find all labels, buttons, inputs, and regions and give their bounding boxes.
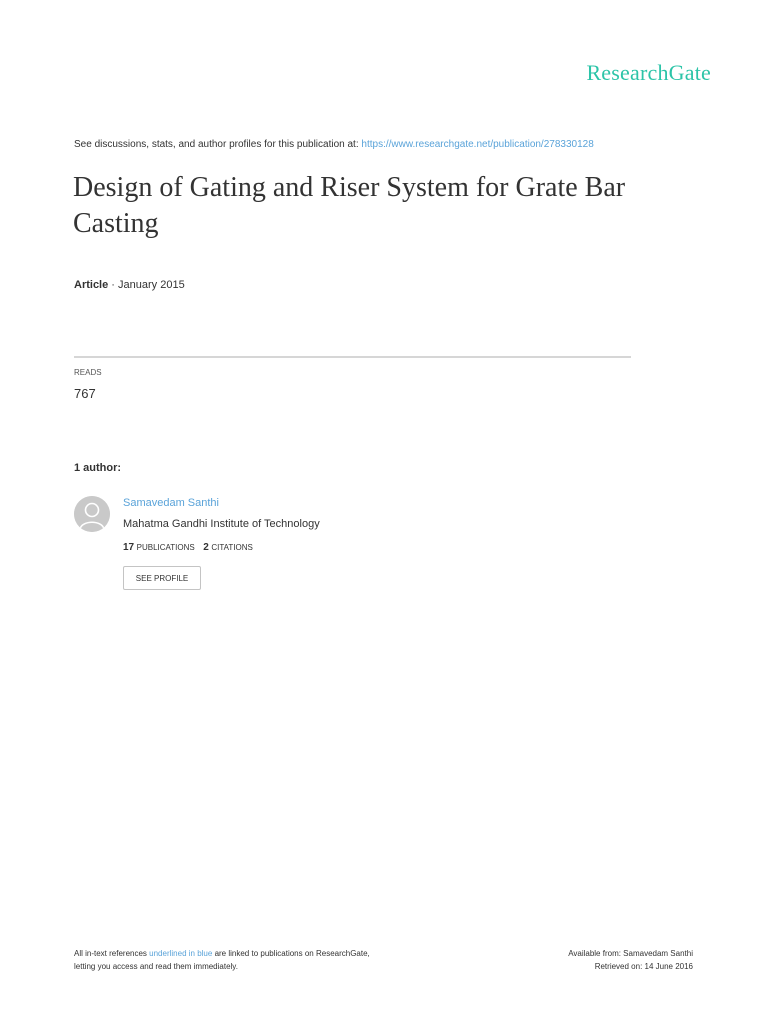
discussion-notice-text: See discussions, stats, and author profiles for this publication at: [74,139,359,150]
author-name-link[interactable]: Samavedam Santhi [123,497,219,509]
divider [74,356,631,358]
footer-left-prefix: All in-text references [74,949,147,958]
publication-meta [74,279,185,291]
footer-left-suffix: are linked to publications on ResearchGate, [214,949,370,958]
author-institution: Mahatma Gandhi Institute of Technology [123,518,320,530]
researchgate-logo[interactable]: ResearchGate [586,60,711,85]
meta-separator: · [108,279,119,291]
person-silhouette-icon [74,496,110,532]
authors-heading: 1 author: [74,462,122,474]
author-stats [123,542,253,553]
citations-count: 2 [203,542,209,553]
footer-references-note [74,947,370,973]
discussion-notice [74,139,594,150]
footer-retrieved-on: Retrieved on: 14 June 2016 [594,962,693,971]
footer-availability [568,947,693,973]
publication-type: Article [74,279,109,291]
publications-count: 17 [123,542,135,553]
publication-title: Design of Gating and Riser System for Grate Bar Casting [73,172,626,239]
reads-label: READS [74,368,102,377]
footer-available-from: Available from: Samavedam Santhi [568,949,693,958]
citations-label: CITATIONS [211,543,253,552]
publication-date: January 2015 [118,279,185,291]
footer-underlined-link[interactable]: underlined in blue [149,949,213,958]
see-profile-button[interactable]: SEE PROFILE [123,566,201,590]
footer-left-line-2: letting you access and read them immediately. [74,962,238,971]
footer-left-line-1 [74,947,370,960]
publication-link[interactable]: https://www.researchgate.net/publication/278330128 [361,139,594,150]
reads-value: 767 [74,386,96,401]
publications-label: PUBLICATIONS [136,543,195,552]
author-avatar-icon[interactable] [74,496,110,532]
